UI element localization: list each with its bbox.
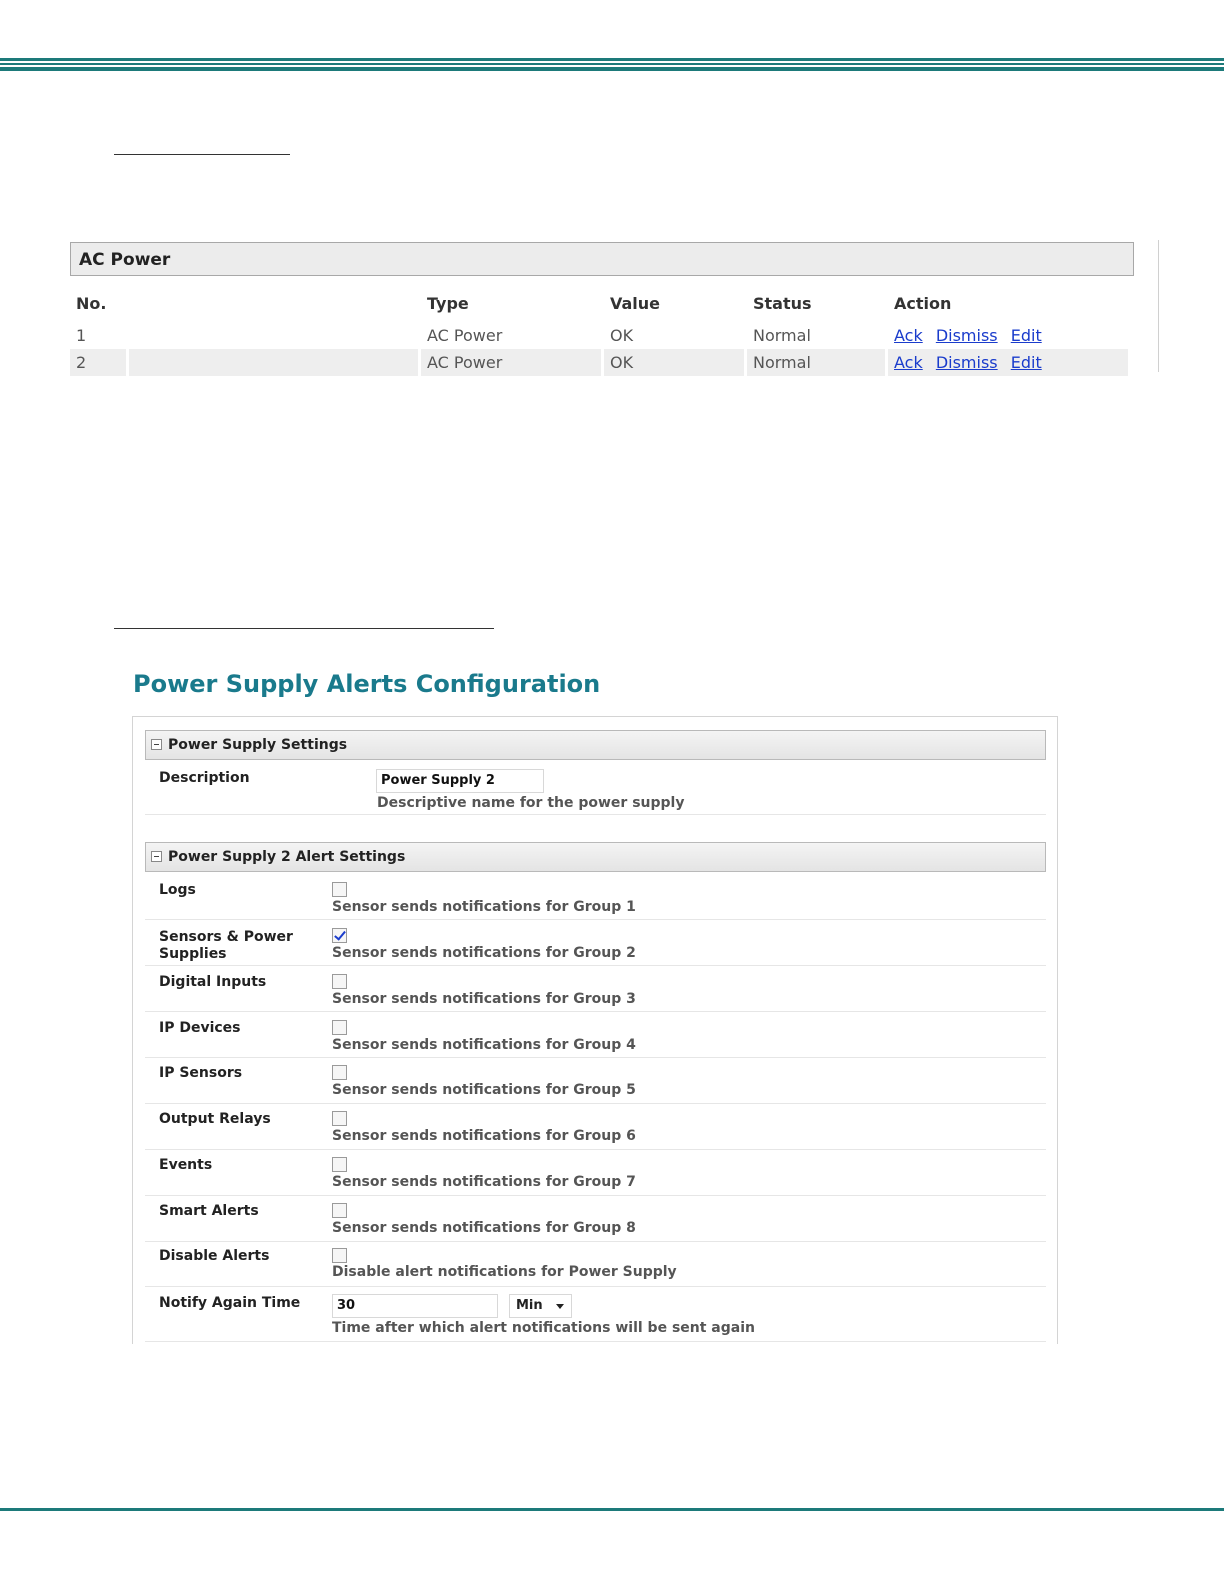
cell-status: Normal	[753, 326, 811, 345]
col-type: Type	[427, 293, 469, 313]
cell-actions	[888, 349, 1128, 376]
logs-checkbox[interactable]	[332, 882, 347, 897]
table-row	[70, 322, 1128, 349]
alert-label: Logs	[159, 882, 196, 898]
ip-sensors-checkbox[interactable]	[332, 1065, 347, 1080]
notify-again-label: Notify Again Time	[159, 1295, 301, 1311]
events-checkbox[interactable]	[332, 1157, 347, 1172]
description-label: Description	[159, 770, 250, 786]
alert-settings-header[interactable]	[145, 842, 1046, 872]
alert-hint: Sensor sends notifications for Group 7	[332, 1174, 636, 1190]
section-title: Power Supply 2 Alert Settings	[168, 849, 406, 865]
cell-actions	[888, 322, 1128, 349]
description-row	[145, 764, 1046, 815]
ack-link[interactable]: Ack	[894, 353, 923, 372]
col-description	[129, 276, 418, 322]
cell-description	[129, 349, 418, 376]
alert-hint: Sensor sends notifications for Group 2	[332, 945, 636, 961]
edit-link[interactable]: Edit	[1010, 353, 1042, 372]
alert-row-disable-alerts	[145, 1242, 1046, 1287]
alert-row-output-relays	[145, 1104, 1046, 1150]
alert-hint: Sensor sends notifications for Group 6	[332, 1128, 636, 1144]
cell-type: AC Power	[421, 349, 601, 376]
col-value: Value	[610, 293, 661, 313]
cell-status: Normal	[747, 349, 885, 376]
disable-alerts-checkbox[interactable]	[332, 1248, 347, 1263]
cell-no: 2	[70, 349, 126, 376]
cell-type: AC Power	[427, 326, 503, 345]
power-supply-settings-header[interactable]	[145, 730, 1046, 760]
header-rule-1	[0, 58, 1224, 61]
alert-label: Output Relays	[159, 1111, 271, 1127]
alert-hint: Sensor sends notifications for Group 4	[332, 1037, 636, 1053]
alert-row-events	[145, 1150, 1046, 1196]
alert-label: Smart Alerts	[159, 1203, 259, 1219]
table-header-row	[70, 276, 1128, 322]
cell-value: OK	[604, 349, 744, 376]
table-row	[70, 349, 1128, 376]
col-status: Status	[753, 293, 812, 313]
smart-alerts-checkbox[interactable]	[332, 1203, 347, 1218]
header-rule-3	[0, 67, 1224, 71]
output-relays-checkbox[interactable]	[332, 1111, 347, 1126]
alert-label: Disable Alerts	[159, 1248, 270, 1264]
ip-devices-checkbox[interactable]	[332, 1020, 347, 1035]
dismiss-link[interactable]: Dismiss	[935, 353, 998, 372]
edit-link[interactable]: Edit	[1010, 326, 1042, 345]
ac-power-panel	[70, 242, 1134, 376]
alert-row-smart-alerts	[145, 1196, 1046, 1242]
heading-underline-2	[114, 628, 494, 629]
alert-hint: Sensor sends notifications for Group 5	[332, 1082, 636, 1098]
alert-hint: Sensor sends notifications for Group 3	[332, 991, 636, 1007]
cell-description	[129, 322, 418, 349]
alert-label: Events	[159, 1157, 213, 1173]
config-form	[132, 716, 1058, 1344]
cell-no: 1	[76, 326, 87, 345]
notify-again-row	[145, 1287, 1046, 1342]
alert-hint: Sensor sends notifications for Group 8	[332, 1220, 636, 1236]
footer-rule	[0, 1508, 1224, 1511]
dismiss-link[interactable]: Dismiss	[935, 326, 998, 345]
sensors-power-supplies-checkbox[interactable]	[332, 928, 347, 943]
alert-row-sensors-power-supplies	[145, 920, 1046, 966]
alert-row-ip-sensors	[145, 1058, 1046, 1104]
section-title: Power Supply Settings	[168, 737, 348, 753]
collapse-icon[interactable]	[151, 851, 162, 862]
header-rule-2	[0, 63, 1224, 65]
alert-hint: Sensor sends notifications for Group 1	[332, 899, 636, 915]
digital-inputs-checkbox[interactable]	[332, 974, 347, 989]
notify-again-input[interactable]: 30	[332, 1294, 498, 1318]
alert-hint: Disable alert notifications for Power Supply	[332, 1264, 677, 1280]
alert-label: Sensors & Power Supplies	[159, 929, 293, 962]
heading-underline-1	[114, 154, 290, 155]
ac-power-title: AC Power	[70, 242, 1134, 276]
ack-link[interactable]: Ack	[894, 326, 923, 345]
alert-label: IP Sensors	[159, 1065, 243, 1081]
col-action: Action	[894, 293, 952, 313]
notify-again-hint: Time after which alert notifications will be sent again	[332, 1320, 755, 1336]
notify-unit-select[interactable]: Min	[509, 1294, 572, 1318]
alert-label: Digital Inputs	[159, 974, 267, 990]
alert-row-logs	[145, 875, 1046, 920]
description-hint: Descriptive name for the power supply	[377, 795, 685, 811]
panel-divider	[1158, 240, 1159, 372]
collapse-icon[interactable]	[151, 739, 162, 750]
ac-power-table	[67, 276, 1131, 376]
cell-value: OK	[610, 326, 634, 345]
alert-row-ip-devices	[145, 1012, 1046, 1058]
description-input[interactable]: Power Supply 2	[376, 769, 544, 793]
config-page-title: Power Supply Alerts Configuration	[133, 670, 601, 698]
col-no: No.	[76, 293, 107, 313]
alert-label: IP Devices	[159, 1020, 241, 1036]
alert-row-digital-inputs	[145, 966, 1046, 1012]
